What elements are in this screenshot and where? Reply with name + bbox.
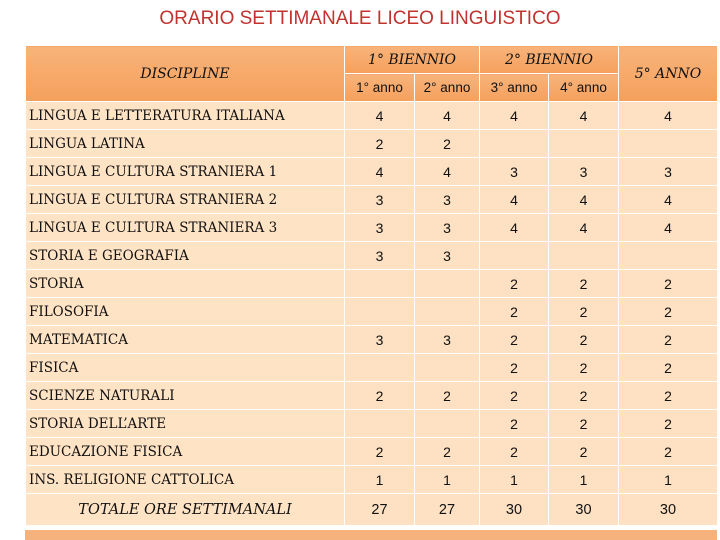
subject-label: INS. RELIGIONE CATTOLICA	[26, 466, 345, 494]
hours-cell: 4	[480, 186, 549, 214]
hours-cell: 3	[415, 186, 480, 214]
hours-cell: 3	[415, 242, 480, 270]
total-label: TOTALE ORE SETTIMANALI	[26, 494, 345, 526]
hours-cell	[415, 270, 480, 298]
subject-label: MATEMATICA	[26, 326, 345, 354]
subject-row	[26, 242, 718, 270]
hours-cell: 2	[549, 410, 619, 438]
subject-row	[26, 186, 718, 214]
hours-cell: 2	[549, 298, 619, 326]
hours-cell: 4	[345, 158, 415, 186]
hours-cell: 2	[345, 438, 415, 466]
hours-cell	[345, 354, 415, 382]
hours-cell: 1	[549, 466, 619, 494]
total-cell: 30	[549, 494, 619, 526]
hours-cell: 2	[549, 270, 619, 298]
subject-row	[26, 326, 718, 354]
hours-cell: 1	[345, 466, 415, 494]
disciplines-header: DISCIPLINE	[26, 46, 345, 102]
year-header-1: 1° anno	[345, 74, 415, 102]
hours-cell: 1	[619, 466, 718, 494]
hours-cell: 3	[345, 326, 415, 354]
hours-cell: 4	[480, 214, 549, 242]
hours-cell: 2	[415, 382, 480, 410]
hours-cell: 2	[619, 270, 718, 298]
subject-label: EDUCAZIONE FISICA	[26, 438, 345, 466]
subject-label: STORIA DELL’ARTE	[26, 410, 345, 438]
subject-label: FILOSOFIA	[26, 298, 345, 326]
hours-cell: 4	[415, 102, 480, 130]
subject-label: FISICA	[26, 354, 345, 382]
hours-cell: 3	[619, 158, 718, 186]
hours-cell	[345, 410, 415, 438]
hours-cell: 2	[480, 410, 549, 438]
hours-cell: 2	[619, 298, 718, 326]
header-row	[26, 46, 718, 74]
hours-cell	[619, 242, 718, 270]
subject-label: LINGUA E LETTERATURA ITALIANA	[26, 102, 345, 130]
hours-cell: 2	[619, 326, 718, 354]
hours-cell: 4	[345, 102, 415, 130]
hours-cell: 2	[619, 382, 718, 410]
subject-label: LINGUA E CULTURA STRANIERA 2	[26, 186, 345, 214]
hours-cell	[415, 410, 480, 438]
hours-cell: 3	[480, 158, 549, 186]
hours-cell	[480, 130, 549, 158]
schedule-table	[25, 45, 718, 526]
hours-cell: 2	[549, 326, 619, 354]
total-row	[26, 494, 718, 526]
hours-cell: 3	[345, 214, 415, 242]
hours-cell: 4	[619, 214, 718, 242]
hours-cell: 3	[345, 242, 415, 270]
hours-cell	[549, 242, 619, 270]
subject-row	[26, 410, 718, 438]
hours-cell: 2	[619, 438, 718, 466]
hours-cell: 2	[549, 354, 619, 382]
subject-row	[26, 158, 718, 186]
hours-cell: 4	[549, 214, 619, 242]
hours-cell: 2	[345, 382, 415, 410]
group-header-quinto-anno: 5° ANNO	[619, 46, 718, 102]
hours-cell: 2	[549, 438, 619, 466]
hours-cell: 4	[619, 186, 718, 214]
subject-label: STORIA	[26, 270, 345, 298]
hours-cell: 1	[415, 466, 480, 494]
hours-cell: 3	[415, 214, 480, 242]
subject-row	[26, 354, 718, 382]
subject-row	[26, 214, 718, 242]
hours-cell: 3	[415, 326, 480, 354]
year-header-4: 4° anno	[549, 74, 619, 102]
hours-cell: 4	[549, 102, 619, 130]
subject-row	[26, 298, 718, 326]
subject-label: SCIENZE NATURALI	[26, 382, 345, 410]
subject-row	[26, 382, 718, 410]
subject-row	[26, 130, 718, 158]
total-cell: 30	[619, 494, 718, 526]
hours-cell	[480, 242, 549, 270]
group-header-biennio-1: 1° BIENNIO	[345, 46, 480, 74]
hours-cell	[415, 354, 480, 382]
subject-row	[26, 466, 718, 494]
subject-row	[26, 102, 718, 130]
subject-row	[26, 438, 718, 466]
total-cell: 27	[415, 494, 480, 526]
hours-cell	[345, 298, 415, 326]
hours-cell: 2	[619, 410, 718, 438]
group-header-biennio-2: 2° BIENNIO	[480, 46, 619, 74]
hours-cell: 2	[415, 438, 480, 466]
hours-cell: 2	[480, 270, 549, 298]
hours-cell: 2	[549, 382, 619, 410]
hours-cell: 2	[480, 298, 549, 326]
page-title: ORARIO SETTIMANALE LICEO LINGUISTICO	[159, 8, 561, 29]
subject-label: LINGUA LATINA	[26, 130, 345, 158]
total-cell: 30	[480, 494, 549, 526]
subject-label: LINGUA E CULTURA STRANIERA 3	[26, 214, 345, 242]
hours-cell: 2	[480, 438, 549, 466]
hours-cell: 2	[415, 130, 480, 158]
hours-cell: 4	[480, 102, 549, 130]
subject-row	[26, 270, 718, 298]
hours-cell	[549, 130, 619, 158]
hours-cell: 3	[549, 158, 619, 186]
subject-label: LINGUA E CULTURA STRANIERA 1	[26, 158, 345, 186]
hours-cell: 2	[480, 354, 549, 382]
hours-cell: 2	[619, 354, 718, 382]
hours-cell	[415, 298, 480, 326]
hours-cell: 4	[549, 186, 619, 214]
hours-cell	[345, 270, 415, 298]
footer-bar	[25, 530, 717, 540]
hours-cell: 2	[480, 382, 549, 410]
year-header-2: 2° anno	[415, 74, 480, 102]
hours-cell	[619, 130, 718, 158]
hours-cell: 4	[619, 102, 718, 130]
subject-label: STORIA E GEOGRAFIA	[26, 242, 345, 270]
hours-cell: 2	[480, 326, 549, 354]
total-cell: 27	[345, 494, 415, 526]
hours-cell: 1	[480, 466, 549, 494]
year-header-3: 3° anno	[480, 74, 549, 102]
hours-cell: 3	[345, 186, 415, 214]
hours-cell: 2	[345, 130, 415, 158]
hours-cell: 4	[415, 158, 480, 186]
